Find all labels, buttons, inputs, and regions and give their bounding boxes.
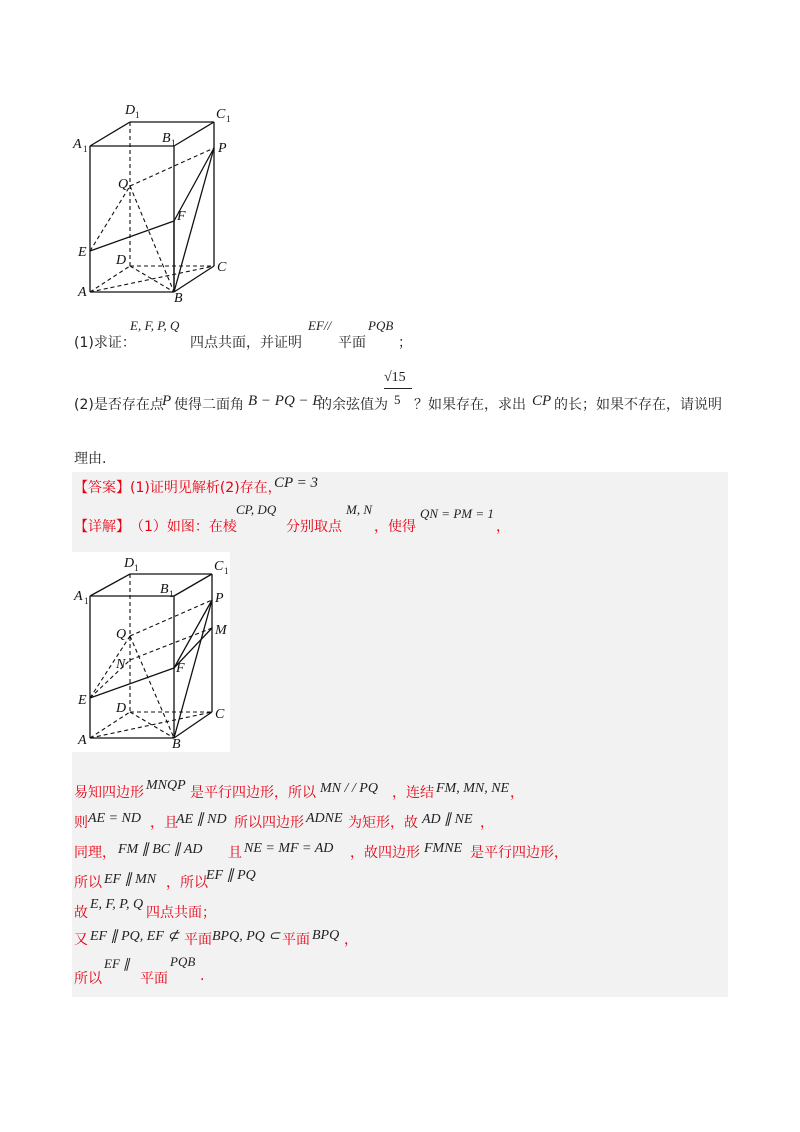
proof-l1a: 易知四边形 [74, 785, 144, 801]
detail-line [74, 502, 534, 535]
detail-t1: （1）如图：在棱 [130, 519, 237, 535]
detail-m3: QN = PM = 1 [420, 506, 494, 521]
proof-l2b: AE = ND [88, 811, 141, 826]
q2-mid1: 使得二面角 [174, 397, 244, 413]
label-C: C [215, 707, 225, 722]
label-M: M [215, 623, 227, 638]
prism-figure-2 [72, 552, 230, 752]
detail-m2: M, N [346, 502, 372, 517]
sub-1: 1 [134, 563, 139, 573]
proof-l6c: 平面 [184, 932, 212, 948]
prism-figure-1 [70, 96, 240, 306]
proof-l5c: 四点共面； [146, 905, 216, 921]
proof-l1f: FM, MN, NE [436, 781, 510, 796]
proof-line-3 [74, 840, 724, 862]
label-A1: A [74, 589, 83, 604]
proof-l2g: 为矩形，故 [348, 815, 418, 831]
proof-l4c: ，所以 [166, 875, 208, 891]
proof-l6a: 又 [74, 932, 88, 948]
proof-l2d: AE ∥ ND [176, 812, 227, 827]
q2-mid2: 的余弦值为 [318, 397, 388, 413]
proof-line-1 [74, 778, 724, 802]
sub-1: 1 [226, 114, 231, 124]
label-E: E [78, 693, 87, 708]
proof-l3a: 同理， [74, 845, 116, 861]
label-C1: C [216, 107, 226, 122]
proof-l2a: 则 [74, 815, 88, 831]
label-P: P [215, 591, 224, 606]
label-A: A [78, 733, 87, 748]
q1-prefix: (1)求证： [74, 335, 136, 351]
proof-l7a: 所以 [74, 971, 102, 987]
label-F: F [177, 209, 186, 224]
q2-angle: B − PQ − E [248, 393, 322, 409]
proof-line-4 [74, 866, 724, 891]
sub-1: 1 [169, 589, 174, 599]
label-D: D [116, 701, 127, 716]
label-B: B [174, 291, 183, 306]
sub-1: 1 [83, 144, 88, 154]
q2-denominator: 5 [394, 392, 401, 407]
proof-l6e: 平面 [282, 932, 310, 948]
proof-l6f: BPQ [312, 928, 340, 943]
label-Q: Q [118, 177, 129, 192]
label-A: A [78, 285, 87, 300]
q2-p: P [162, 393, 172, 409]
proof-l4a: 所以 [74, 875, 102, 891]
proof-l1e: ，连结 [392, 785, 434, 801]
proof-l5b: E, F, P, Q [90, 897, 144, 912]
q1-mid: 四点共面，并证明 [190, 335, 302, 351]
q1-plane: 平面 [338, 335, 366, 351]
q1-end: ； [398, 335, 412, 351]
proof-l7e: . [200, 968, 205, 984]
q1-pqb: PQB [368, 318, 394, 333]
sub-1: 1 [171, 138, 176, 148]
proof-l2i: ， [480, 815, 494, 831]
proof-l6d: BPQ, PQ ⊂ [212, 929, 281, 944]
q2-line2: 理由. [74, 451, 107, 467]
sub-1: 1 [135, 110, 140, 120]
proof-l3g: 是平行四边形， [470, 845, 568, 861]
question-part1 [74, 318, 734, 352]
label-D: D [116, 253, 127, 268]
q1-ef: EF// [308, 318, 332, 333]
proof-l4d: EF ∥ PQ [206, 868, 256, 883]
detail-label: 【详解】 [74, 519, 130, 535]
proof-l6g: ， [344, 932, 358, 948]
proof-l6b: EF ∥ PQ, EF ⊄ [90, 929, 180, 944]
fraction-bar [384, 388, 412, 389]
q1-points: E, F, P, Q [130, 318, 180, 333]
label-B: B [172, 737, 181, 752]
label-B1: B [160, 582, 169, 597]
proof-l3f: FMNE [424, 841, 463, 856]
q2-numerator: √15 [384, 370, 406, 385]
q2-mid3: ？如果存在，求出 [414, 397, 526, 413]
proof-l2h: AD ∥ NE [422, 812, 473, 827]
proof-l7c: 平面 [140, 971, 168, 987]
proof-l3d: NE = MF = AD [244, 841, 334, 856]
label-E: E [78, 245, 87, 260]
detail-t4: ， [496, 519, 510, 535]
answer-text: (1)证明见解析(2)存在， [130, 480, 282, 496]
proof-l2e: 所以四边形 [234, 815, 304, 831]
proof-l1b: MNQP [146, 778, 186, 793]
label-F: F [176, 661, 185, 676]
proof-l7b: EF ∥ [104, 956, 130, 971]
label-C1: C [214, 559, 224, 574]
detail-t2: 分别取点 [286, 519, 342, 535]
proof-line-2 [74, 810, 724, 832]
proof-l5a: 故 [74, 905, 88, 921]
label-C: C [217, 260, 227, 275]
q2-prefix: (2)是否存在点 [74, 397, 164, 413]
proof-l2c: ，且 [150, 815, 178, 831]
q2-cp: CP [532, 393, 552, 409]
label-B1: B [162, 131, 171, 146]
proof-l3b: FM ∥ BC ∥ AD [118, 842, 203, 857]
detail-m1: CP, DQ [236, 502, 277, 517]
proof-l1c: 是平行四边形，所以 [190, 785, 316, 801]
proof-l4b: EF ∥ MN [104, 872, 157, 887]
label-A1: A [73, 137, 82, 152]
answer-math: CP = 3 [274, 475, 319, 491]
proof-l2f: ADNE [306, 811, 343, 826]
proof-l3c: 且 [228, 845, 242, 861]
question-part2 [74, 370, 744, 414]
answer-label: 【答案】 [74, 480, 130, 496]
proof-l3e: ，故四边形 [350, 845, 420, 861]
detail-t3: ，使得 [374, 519, 416, 535]
proof-line-5 [74, 896, 724, 921]
label-N: N [116, 657, 126, 672]
proof-l1g: ， [510, 785, 524, 801]
label-D1: D [125, 103, 136, 118]
proof-l7d: PQB [170, 954, 196, 969]
q2-end: 的长；如果不存在，请说明 [554, 397, 722, 413]
proof-line-7 [74, 954, 724, 988]
label-D1: D [124, 556, 135, 571]
answer-line [74, 475, 474, 495]
sub-1: 1 [224, 566, 229, 576]
sub-1: 1 [84, 596, 89, 606]
proof-line-6 [74, 926, 724, 948]
proof-l1d: MN / / PQ [320, 781, 378, 796]
label-P: P [218, 141, 227, 156]
label-Q: Q [116, 627, 127, 642]
